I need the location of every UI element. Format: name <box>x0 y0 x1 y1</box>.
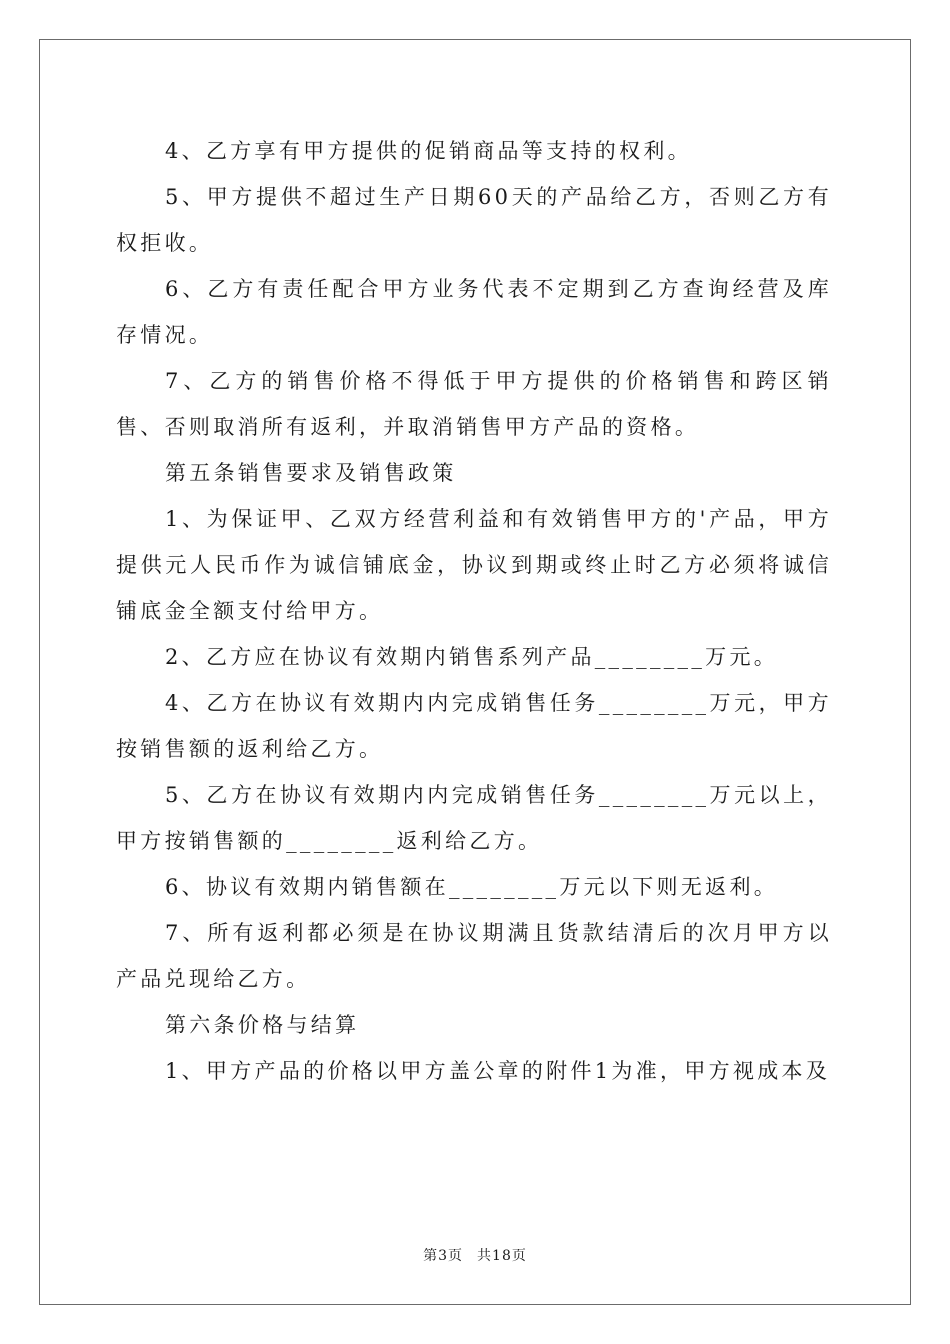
clause-7-pricing: 7、乙方的销售价格不得低于甲方提供的价格销售和跨区销售、否则取消所有返利，并取消销售甲方产品的资格。 <box>116 369 832 439</box>
clause-4-promotion-support: 4、乙方享有甲方提供的促销商品等支持的权利。 <box>165 139 692 163</box>
clause-1-price-basis: 1、甲方产品的价格以甲方盖公章的附件1为准，甲方视成本及 <box>165 1059 831 1083</box>
clause-6-no-rebate: 6、协议有效期内销售额在________万元以下则无返利。 <box>165 875 779 899</box>
clause-5-sales-task-rebate: 5、乙方在协议有效期内内完成销售任务________万元以上，甲方按销售额的________返利给乙方。 <box>116 783 832 853</box>
clause-6-inspection: 6、乙方有责任配合甲方业务代表不定期到乙方查询经营及库存情况。 <box>116 277 832 347</box>
document-body <box>116 128 832 1094</box>
article-5-heading: 第五条销售要求及销售政策 <box>165 461 457 485</box>
clause-7-rebate-redemption: 7、所有返利都必须是在协议期满且货款结清后的次月甲方以产品兑现给乙方。 <box>116 921 832 991</box>
page-total: 共18页 <box>477 1248 527 1264</box>
clause-1-deposit: 1、为保证甲、乙双方经营利益和有效销售甲方的'产品，甲方提供元人民币作为诚信铺底金，协议到期或终止时乙方必须将诚信铺底金全额支付给甲方。 <box>116 507 832 623</box>
page-number: 第3页 <box>423 1248 464 1264</box>
article-6-heading: 第六条价格与结算 <box>165 1013 360 1037</box>
page-footer <box>0 1245 950 1265</box>
clause-4-sales-task: 4、乙方在协议有效期内内完成销售任务________万元，甲方按销售额的返利给乙方。 <box>116 691 832 761</box>
clause-5-production-date: 5、甲方提供不超过生产日期60天的产品给乙方，否则乙方有权拒收。 <box>116 185 832 255</box>
clause-2-sales-target: 2、乙方应在协议有效期内销售系列产品________万元。 <box>165 645 779 669</box>
